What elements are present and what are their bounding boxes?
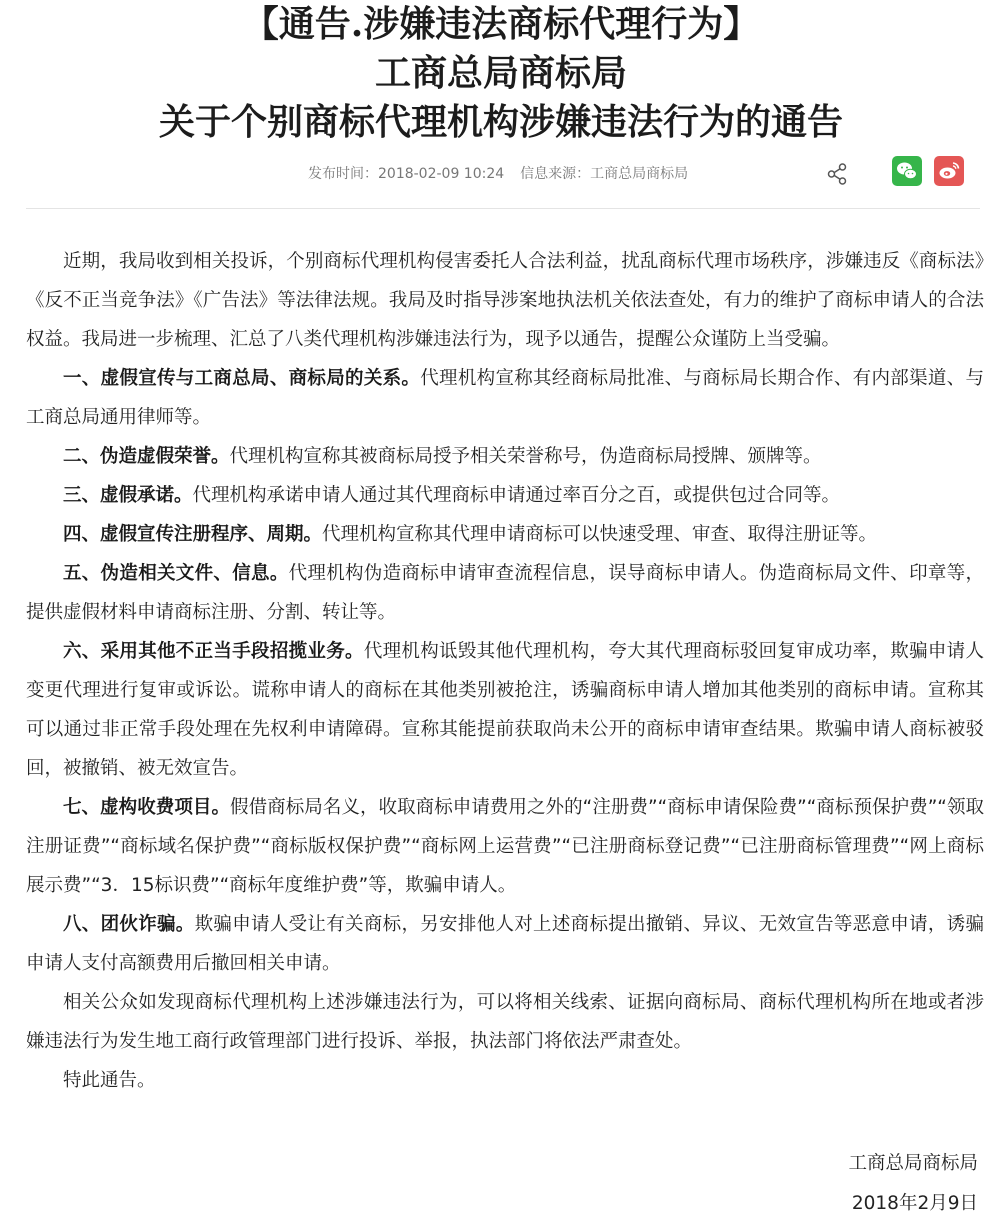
title-issuer-line: 工商总局商标局 — [374, 52, 627, 94]
closing-paragraph: 相关公众如发现商标代理机构上述涉嫌违法行为，可以将相关线索、证据向商标局、商标代理机构所在地或者涉嫌违法行为发生地工商行政管理部门进行投诉、举报，执法部门将依法严肃查处。 — [26, 992, 984, 1052]
publish-time: 2018-02-09 10:24 — [378, 166, 505, 182]
item-text: 代理机构伪造商标申请审查流程信息，误导商标申请人。伪造商标局文件、印章等，提供虚假材料申请商标注册、分割、转让等。 — [26, 563, 984, 623]
source-label: 信息来源： — [520, 166, 591, 182]
title-block — [0, 0, 1002, 144]
item-text: 假借商标局名义，收取商标申请费用之外的“注册费”“商标申请保险费”“商标预保护费”“领取注册证费”“商标域名保护费”“商标版权保护费”“商标网上运营费”“已注册商标登记费”“已注册商标管理费”“网上商标展示费”“3．15标识费”“商标年度维护费”等，欺骗申请人。 — [26, 797, 984, 896]
list-item — [26, 359, 984, 437]
wechat-icon[interactable] — [892, 156, 922, 186]
item-heading: 一、虚假宣传与工商总局、商标局的关系。 — [63, 368, 421, 389]
item-heading: 六、采用其他不正当手段招揽业务。 — [63, 641, 364, 662]
item-heading: 三、虚假承诺。 — [63, 485, 193, 506]
signature-org: 工商总局商标局 — [848, 1153, 978, 1174]
share-icon[interactable] — [826, 162, 848, 186]
list-item — [26, 476, 984, 515]
list-item — [26, 515, 984, 554]
item-text: 代理机构宣称其代理申请商标可以快速受理、审查、取得注册证等。 — [322, 524, 878, 545]
item-text: 代理机构宣称其经商标局批准、与商标局长期合作、有内部渠道、与工商总局通用律师等。 — [26, 368, 984, 428]
notice-paragraph: 特此通告。 — [63, 1070, 156, 1091]
list-item — [26, 905, 984, 983]
article-body — [26, 242, 984, 1100]
source: 工商总局商标局 — [590, 166, 689, 182]
list-item — [26, 437, 984, 476]
item-text: 欺骗申请人受让有关商标，另安排他人对上述商标提出撤销、异议、无效宣告等恶意申请，诱骗申请人支付高额费用后撤回相关申请。 — [26, 914, 984, 974]
item-heading: 五、伪造相关文件、信息。 — [63, 563, 289, 584]
title-tag-line: 【通告.涉嫌违法商标代理行为】 — [242, 3, 760, 45]
item-heading: 八、团伙诈骗。 — [63, 914, 195, 935]
list-item — [26, 788, 984, 905]
weibo-icon[interactable] — [934, 156, 964, 186]
item-heading: 二、伪造虚假荣誉。 — [63, 446, 230, 467]
publish-time-label: 发布时间： — [308, 166, 378, 182]
intro-paragraph: 近期，我局收到相关投诉，个别商标代理机构侵害委托人合法利益，扰乱商标代理市场秩序，涉嫌违反《商标法》《反不正当竞争法》《广告法》等法律法规。我局及时指导涉案地执法机关依法查处，有力的维护了商标申请人的合法权益。我局进一步梳理、汇总了八类代理机构涉嫌违法行为，现予以通告，提醒公众谨防上当受骗。 — [26, 251, 984, 350]
article-meta — [308, 164, 688, 184]
list-item — [26, 632, 984, 788]
item-text: 代理机构宣称其被商标局授予相关荣誉称号，伪造商标局授牌、颁牌等。 — [229, 446, 822, 467]
item-text: 代理机构诋毁其他代理机构，夸大其代理商标驳回复审成功率，欺骗申请人变更代理进行复审或诉讼。谎称申请人的商标在其他类别被抢注，诱骗商标申请人增加其他类别的商标申请。宣称其可以通过非正常手段处理在先权利申请障碍。宣称其能提前获取尚未公开的商标申请审查结果。欺骗申请人商标被驳回，被撤销、被无效宣告。 — [26, 641, 984, 779]
list-item — [26, 554, 984, 632]
signature-date: 2018年2月9日 — [851, 1193, 978, 1214]
item-text: 代理机构承诺申请人通过其代理商标申请通过率百分之百，或提供包过合同等。 — [192, 485, 841, 506]
item-heading: 四、虚假宣传注册程序、周期。 — [63, 524, 323, 545]
item-heading: 七、虚构收费项目。 — [63, 797, 231, 818]
page-title: 关于个别商标代理机构涉嫌违法行为的通告 — [158, 101, 843, 143]
article-meta-bar — [26, 150, 980, 209]
